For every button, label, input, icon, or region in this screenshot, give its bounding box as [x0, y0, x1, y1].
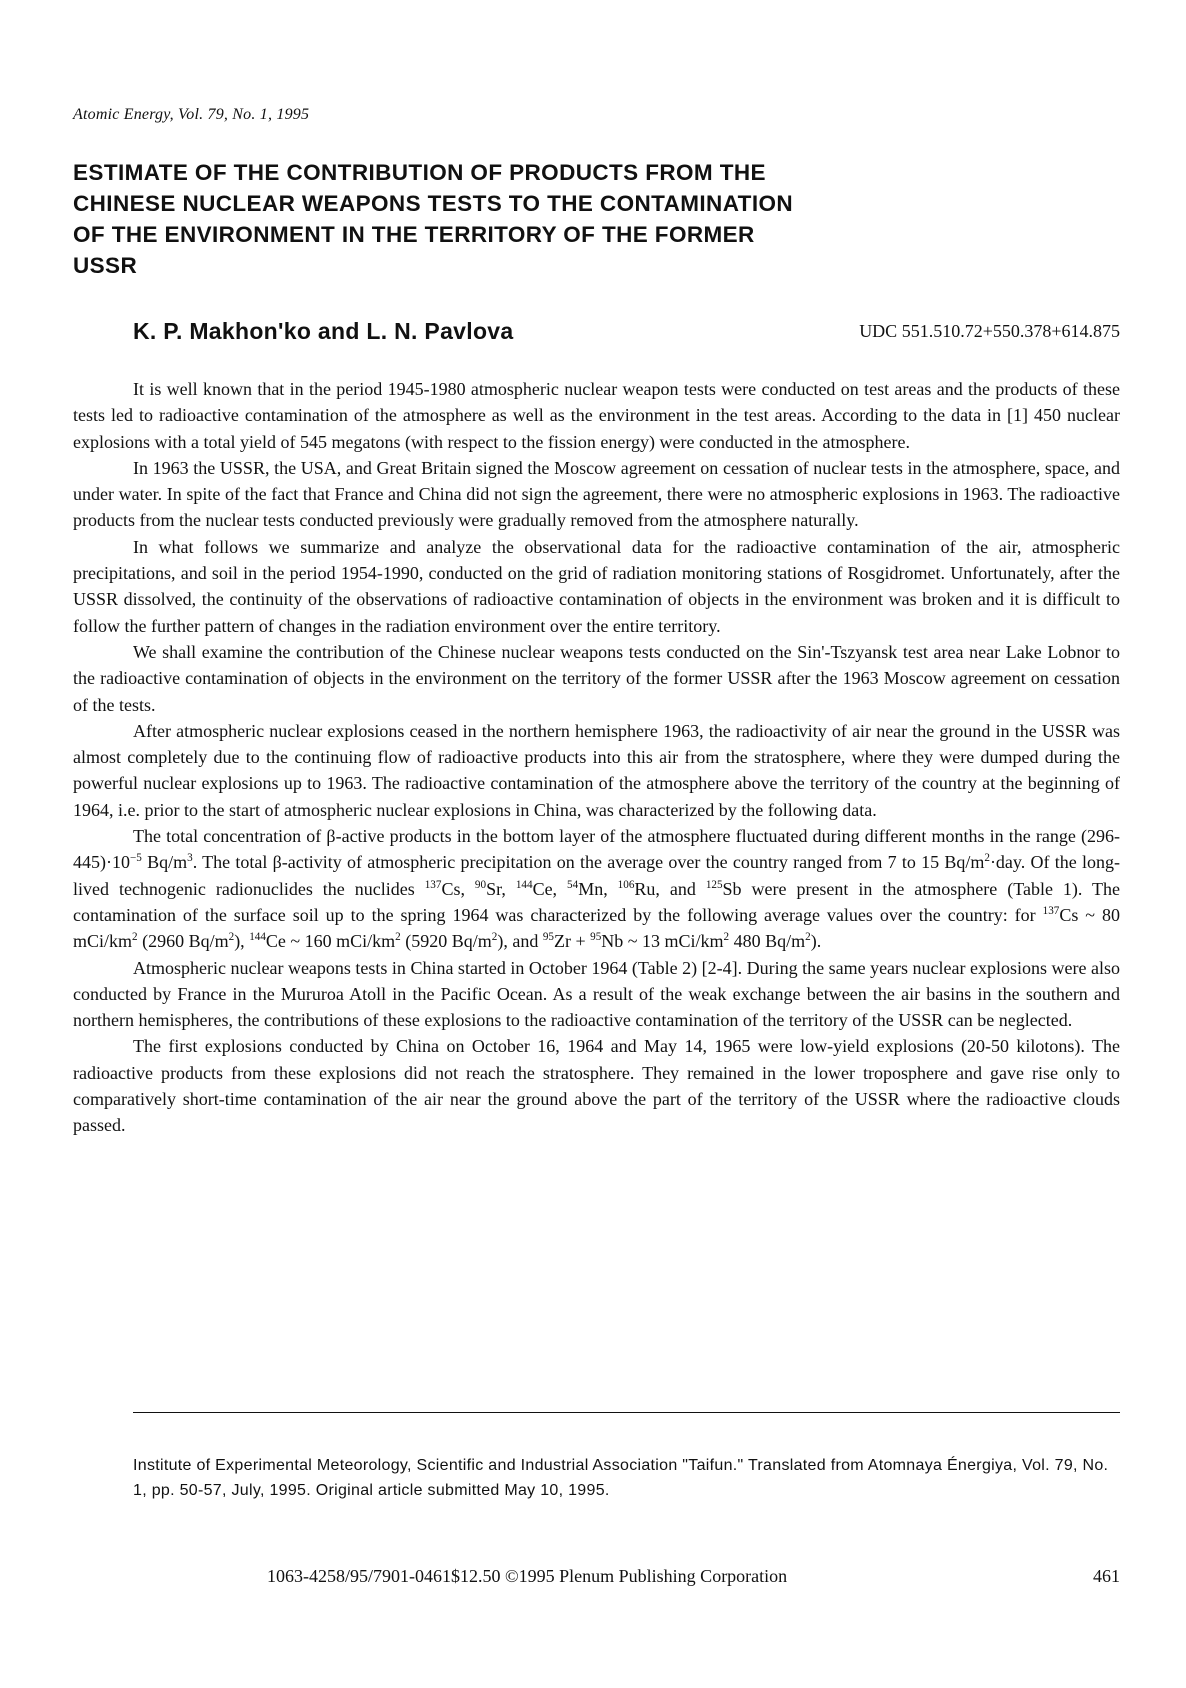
paragraph-4: We shall examine the contribution of the Chinese nuclear weapons tests conducted on the Sin'-Tszyansk test area near Lake Lobnor to the radioactive contamination of objects in the environment on the territory of the former USSR after the 1963 Moscow agreement on cessation of the tests. [73, 641, 1120, 715]
title-line: USSR [73, 253, 138, 278]
article-body [73, 376, 1120, 1139]
title-line: OF THE ENVIRONMENT IN THE TERRITORY OF THE FORMER [73, 222, 755, 247]
title-line: CHINESE NUCLEAR WEAPONS TESTS TO THE CONTAMINATION [73, 191, 794, 216]
page-number: 461 [1093, 1566, 1120, 1586]
journal-reference: Atomic Energy, Vol. 79, No. 1, 1995 [73, 106, 310, 123]
affiliation-footnote: Institute of Experimental Meteorology, Scientific and Industrial Association "Taifun." Translated from Atomnaya Énergiya, Vol. 79, No. 1, pp. 50-57, July, 1995. Original article submitted May 10, 1995. [133, 1457, 1109, 1499]
title-line: ESTIMATE OF THE CONTRIBUTION OF PRODUCTS FROM THE [73, 160, 766, 185]
authors: K. P. Makhon'ko and L. N. Pavlova [133, 318, 514, 344]
paragraph-7: Atmospheric nuclear weapons tests in China started in October 1964 (Table 2) [2-4]. During the same years nuclear explosions were also conducted by France in the Mururoa Atoll in the Pacific Ocean. As a result of the weak exchange between the air basins in the southern and northern hemispheres, the contributions of these explosions to the radioactive contamination of the territory of the USSR can be neglected. [73, 957, 1120, 1031]
paragraph-8: The first explosions conducted by China on October 16, 1964 and May 14, 1965 were low-yield explosions (20-50 kilotons). The radioactive products from these explosions did not reach the stratosphere. They remained in the lower troposphere and gave rise only to comparatively short-time contamination of the air near the ground above the part of the territory of the USSR where the radioactive clouds passed. [73, 1036, 1120, 1136]
paragraph-2: In 1963 the USSR, the USA, and Great Britain signed the Moscow agreement on cessation of nuclear tests in the atmosphere, space, and under water. In spite of the fact that France and China did not sign the agreement, there were no atmospheric explosions in 1963. The radioactive products from the nuclear tests conducted previously were gradually removed from the atmosphere naturally. [73, 457, 1120, 531]
page-footer [267, 1566, 1120, 1592]
paragraph-1: It is well known that in the period 1945-1980 atmospheric nuclear weapon tests were conducted on test areas and the products of these tests led to radioactive contamination of the atmosphere as well as the environment in the test areas. According to the data in [1] 450 nuclear explosions with a total yield of 545 megatons (with respect to the fission energy) were conducted in the atmosphere. [73, 379, 1120, 452]
journal-page [73, 0, 1120, 1688]
udc-code: UDC 551.510.72+550.378+614.875 [859, 321, 1120, 341]
paragraph-3: In what follows we summarize and analyze the observational data for the radioactive contamination of the air, atmospheric precipitations, and soil in the period 1954-1990, conducted on the grid of radiation monitoring stations of Rosgidromet. Unfortunately, after the USSR dissolved, the continuity of the observations of radioactive contamination of objects in the environment was broken and it is difficult to follow the further pattern of changes in the radiation environment over the entire territory. [73, 536, 1120, 636]
paragraph-5: After atmospheric nuclear explosions ceased in the northern hemisphere 1963, the radioactivity of air near the ground in the USSR was almost completely due to the continuing flow of radioactive products into this air from the stratosphere, where they were dumped during the powerful nuclear explosions up to 1963. The radioactive contamination of the atmosphere above the territory of the country at the beginning of 1964, i.e. prior to the start of atmospheric nuclear explosions in China, was characterized by the following data. [73, 720, 1120, 820]
footnote-divider [133, 1412, 1120, 1413]
issn-copyright: 1063-4258/95/7901-0461$12.50 ©1995 Plenum Publishing Corporation [267, 1566, 788, 1586]
article-title [73, 157, 873, 281]
byline [133, 318, 1120, 348]
paragraph-6: The total concentration of β-active products in the bottom layer of the atmosphere fluctuated during different months in the range $(296-445)\cdot 10^{-5}$ $Bq/m^3$. The total β-activity of atmospheric precipitation on the average over the country ranged from 7 to 15 $Bq/m^2\cdot day$. Of the long-lived technogenic radionuclides the nuclides $^{137}$Cs, $^{90}$Sr, $^{144}$Ce, $^{54}$Mn, $^{106}$Ru, and $^{125}$Sb were present in the atmosphere (Table 1). The contamination of the surface soil up to the spring 1964 was characterized by the following average values over the country: for $^{137}$Cs ~ 80 mCi/$km^2$ (2960 $Bq/m^2$), $^{144}$Ce ~ 160 mCi/$km^2$ (5920 $Bq/m^2$), and $^{95}$Zr + $^{95}$Nb ~ 13 mCi/$km^2$ 480 $Bq/m^2$). [73, 826, 1121, 952]
